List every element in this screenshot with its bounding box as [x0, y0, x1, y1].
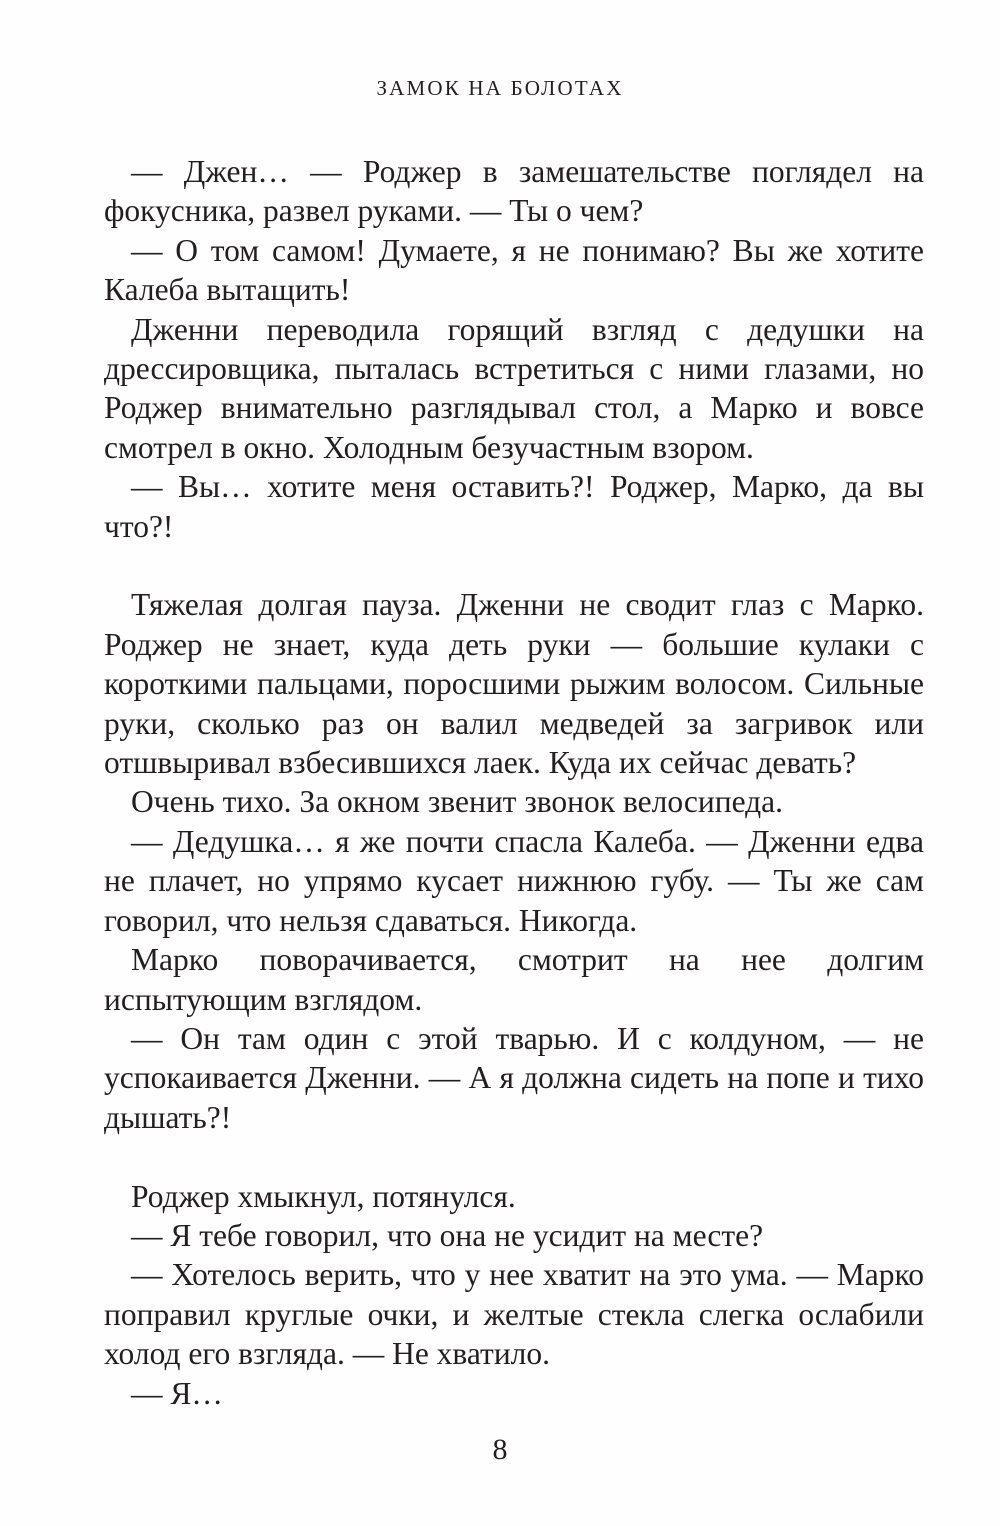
paragraph: Роджер хмыкнул, потянулся.: [131, 1178, 516, 1214]
paragraph: — О том самом! Думаете, я не понимаю? Вы же хотите Калеба вытащить!: [104, 232, 924, 308]
paragraph: — Хотелось верить, что у нее хватит на это ума. — Марко поправил круглые очки, и желтые стекла слегка ослабили холод его взгляда. — Не хватило.: [104, 1257, 924, 1372]
paragraph: — Дедушка… я же почти спасла Калеба. — Дженни едва не плачет, но упрямо кусает нижнюю губу. — Ты же сам говорил, что нельзя сдаваться. Никогда.: [104, 823, 924, 938]
paragraph: Марко поворачивается, смотрит на нее долгим испытующим взглядом.: [104, 942, 924, 1017]
body-text: [104, 152, 924, 1413]
paragraph: Тяжелая долгая пауза. Дженни не сводит глаз с Марко. Роджер не знает, куда деть руки — большие кулаки с короткими пальцами, поросшими рыжим волосом. Сильные руки, сколько раз он валил медведей за загривок или отшвыривал взбесившихся лаек. Куда их сейчас девать?: [104, 587, 924, 781]
paragraph: — Он там один с этой тварью. И с колдуном, — не успокаивается Дженни. — А я должна сидеть на попе и тихо дышать?!: [104, 1020, 924, 1135]
paragraph: — Джен… — Роджер в замешательстве поглядел на фокусника, развел руками. — Ты о чем?: [104, 154, 924, 229]
paragraph: — Я…: [131, 1375, 223, 1411]
paragraph: — Вы… хотите меня оставить?! Роджер, Марко, да вы что?!: [104, 469, 924, 544]
paragraph: — Я тебе говорил, что она не усидит на месте?: [131, 1217, 764, 1253]
running-head: ЗАМОК НА БОЛОТАХ: [376, 76, 624, 100]
paragraph: Очень тихо. За окном звенит звонок велосипеда.: [131, 784, 784, 820]
paragraph: Дженни переводила горящий взгляд с дедушки на дрессировщика, пыталась встретиться с ними глазами, но Роджер внимательно разглядывал стол, а Марко и вовсе смотрел в окно. Холодным безучастным взором.: [104, 311, 924, 465]
page-number: 8: [492, 1433, 508, 1466]
